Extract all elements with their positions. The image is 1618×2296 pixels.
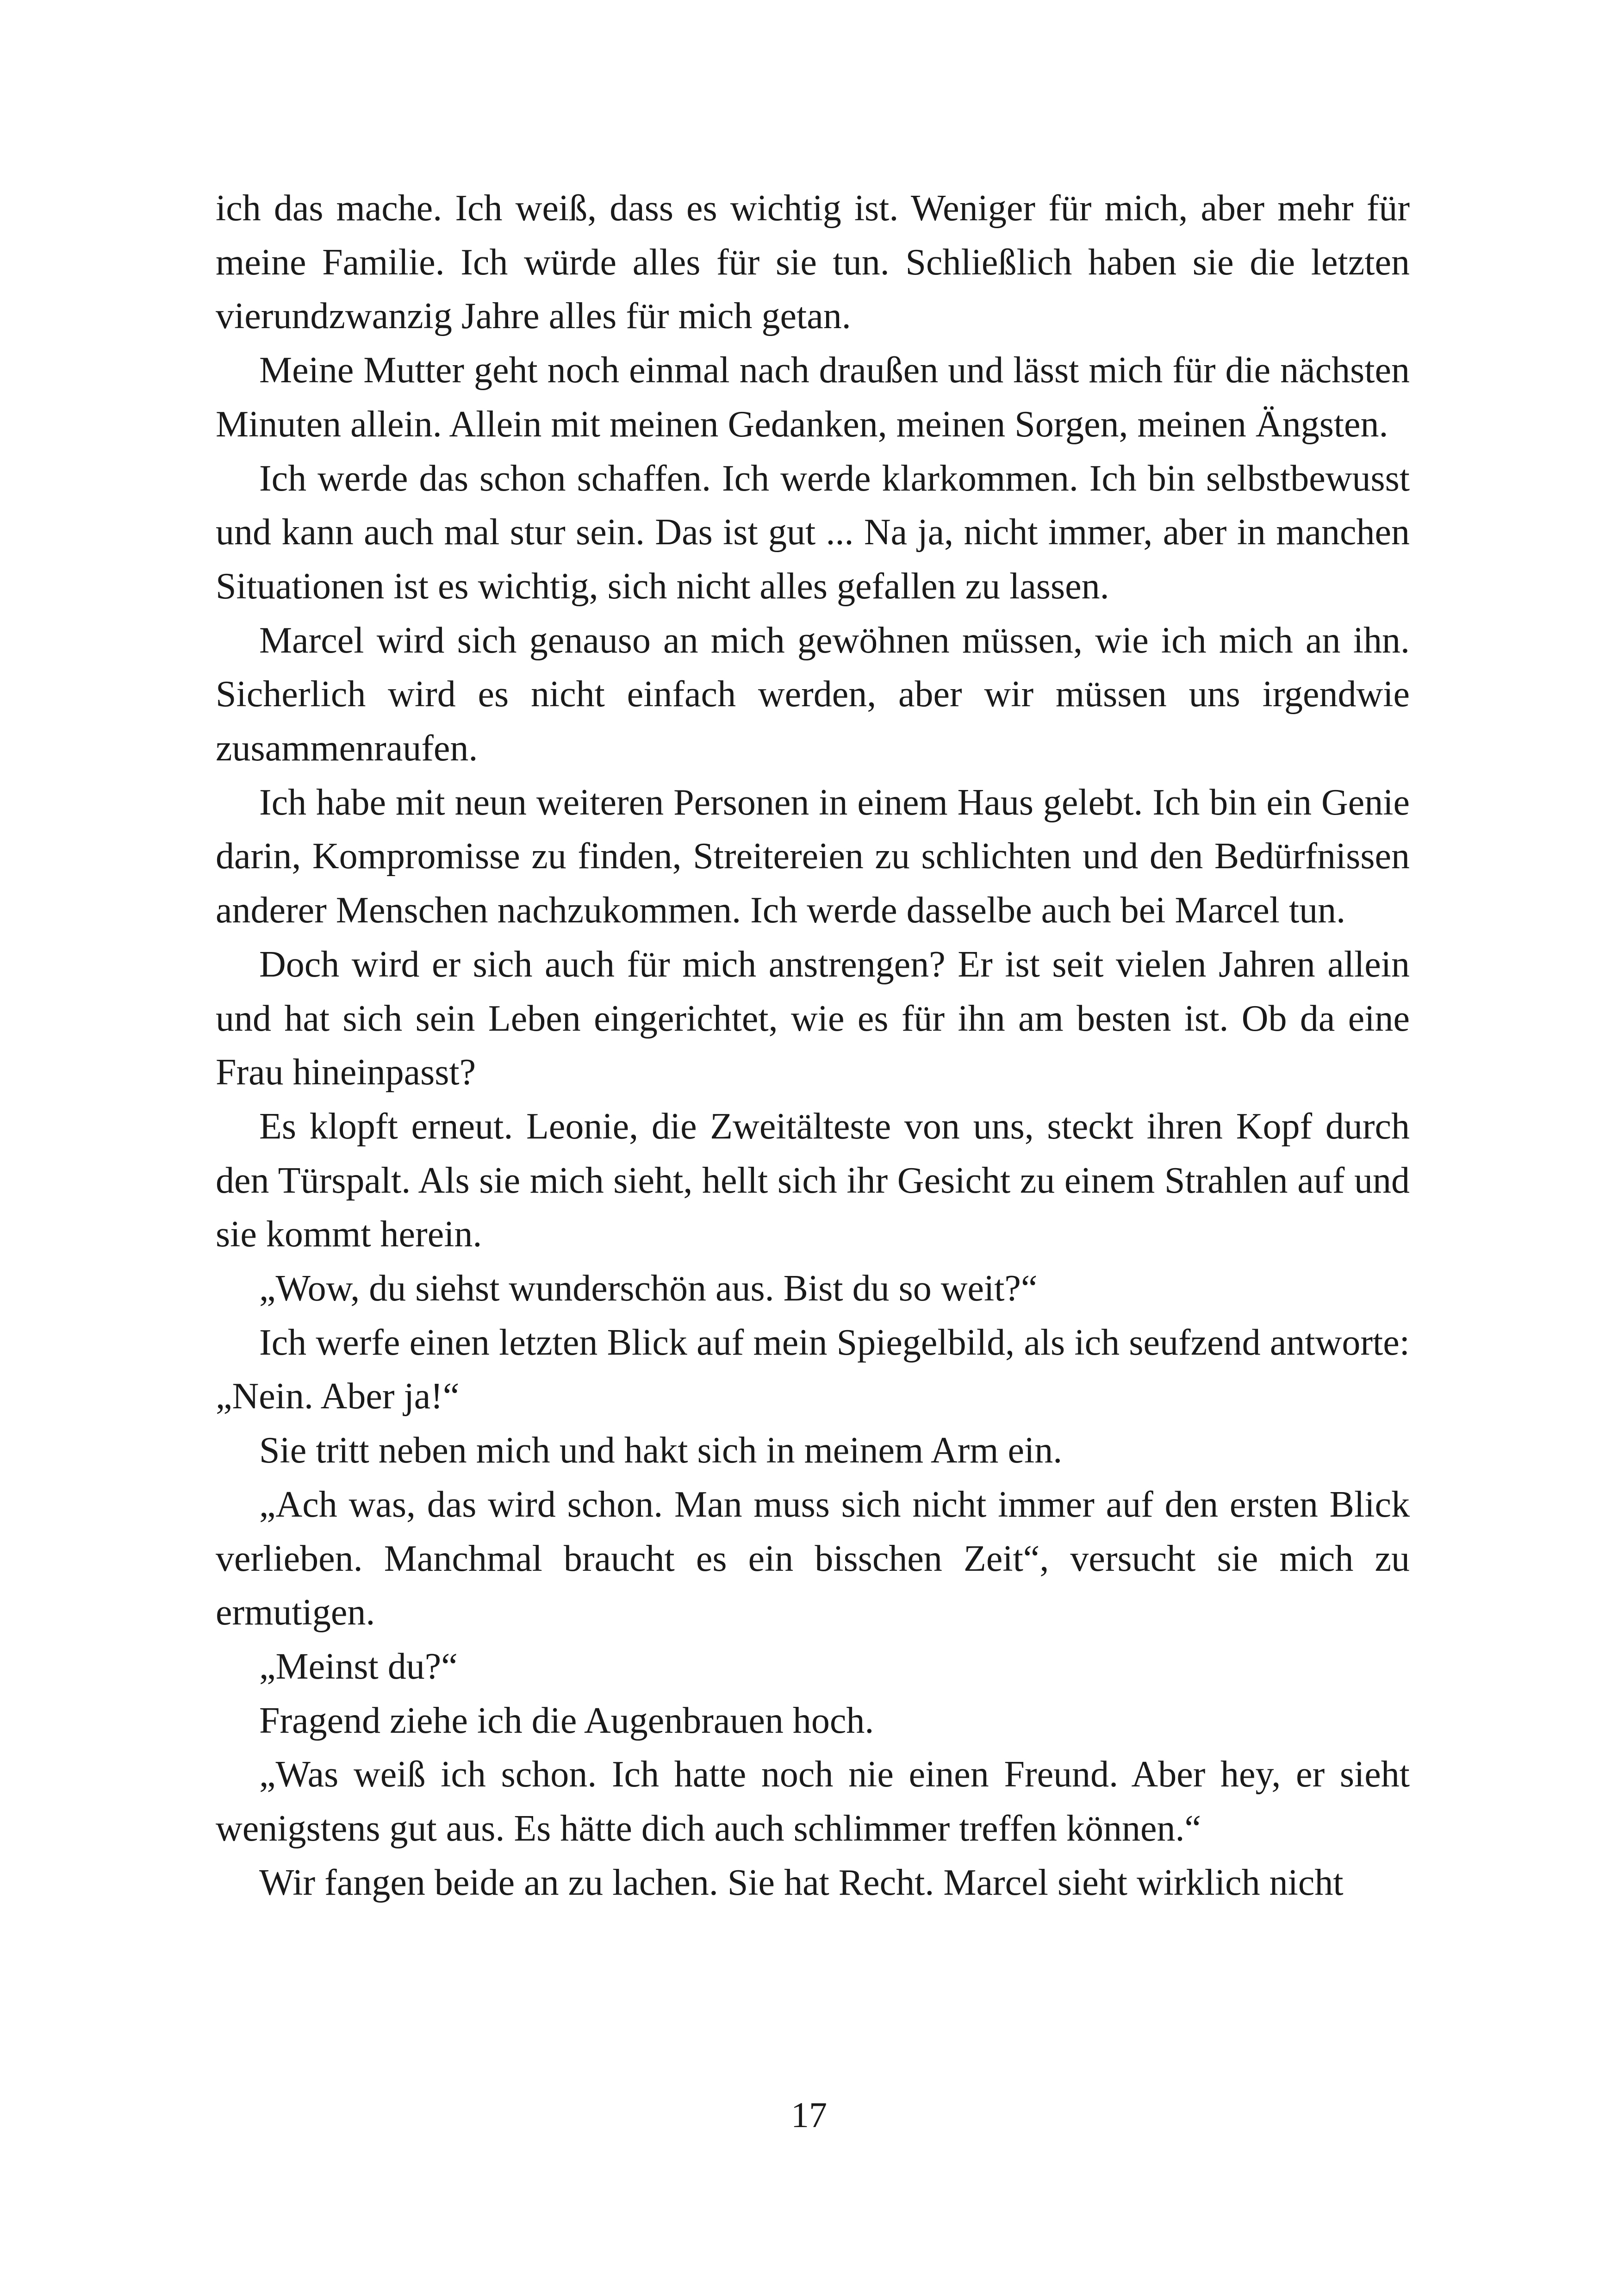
paragraph: „Wow, du siehst wunderschön aus. Bist du so weit?“: [259, 1268, 1038, 1309]
paragraph: Doch wird er sich auch für mich anstrengen? Er ist seit vielen Jahren allein und hat sich sein Leben eingerichtet, wie es für ihn am besten ist. Ob da eine Frau hineinpasst?: [216, 944, 1410, 1093]
paragraph: Marcel wird sich genauso an mich gewöhnen müssen, wie ich mich an ihn. Sicherlich wird es nicht einfach werden, aber wir müssen uns irgendwie zusammenraufen.: [216, 620, 1410, 769]
paragraph: „Was weiß ich schon. Ich hatte noch nie einen Freund. Aber hey, er sieht wenigstens gut aus. Es hätte dich auch schlimmer treffen können.“: [216, 1754, 1410, 1849]
paragraph: Meine Mutter geht noch einmal nach draußen und lässt mich für die nächsten Minuten allein. Allein mit meinen Gedanken, meinen Sorgen, meinen Ängsten.: [216, 350, 1410, 445]
paragraph: „Meinst du?“: [259, 1646, 458, 1687]
paragraph: „Ach was, das wird schon. Man muss sich nicht immer auf den ersten Blick verlieben. Manchmal braucht es ein bisschen Zeit“, versucht sie mich zu ermutigen.: [216, 1484, 1410, 1633]
body-text: [216, 181, 1410, 1910]
page-number: 17: [791, 2095, 827, 2135]
paragraph: Ich habe mit neun weiteren Personen in einem Haus gelebt. Ich bin ein Genie darin, Kompromisse zu finden, Streitereien zu schlichten und den Bedürfnissen anderer Menschen nachzukommen. Ich werde dasselbe auch bei Marcel tun.: [216, 782, 1410, 931]
paragraph: Sie tritt neben mich und hakt sich in meinem Arm ein.: [259, 1430, 1063, 1471]
paragraph: ich das mache. Ich weiß, dass es wichtig ist. Weniger für mich, aber mehr für meine Familie. Ich würde alles für sie tun. Schließlich haben sie die letzten vierundzwanzig Jahre alles für mich getan.: [216, 188, 1410, 337]
paragraph: Wir fangen beide an zu lachen. Sie hat Recht. Marcel sieht wirklich nicht: [259, 1862, 1344, 1903]
paragraph: Ich werde das schon schaffen. Ich werde klarkommen. Ich bin selbstbewusst und kann auch mal stur sein. Das ist gut ... Na ja, nicht immer, aber in manchen Situationen ist es wichtig, sich nicht alles gefallen zu lassen.: [216, 458, 1410, 607]
paragraph: Es klopft erneut. Leonie, die Zweitälteste von uns, steckt ihren Kopf durch den Türspalt. Als sie mich sieht, hellt sich ihr Gesicht zu einem Strahlen auf und sie kommt herein.: [216, 1106, 1410, 1255]
paragraph: Ich werfe einen letzten Blick auf mein Spiegelbild, als ich seufzend antworte: „Nein. Aber ja!“: [216, 1322, 1410, 1417]
paragraph: Fragend ziehe ich die Augenbrauen hoch.: [259, 1700, 874, 1741]
